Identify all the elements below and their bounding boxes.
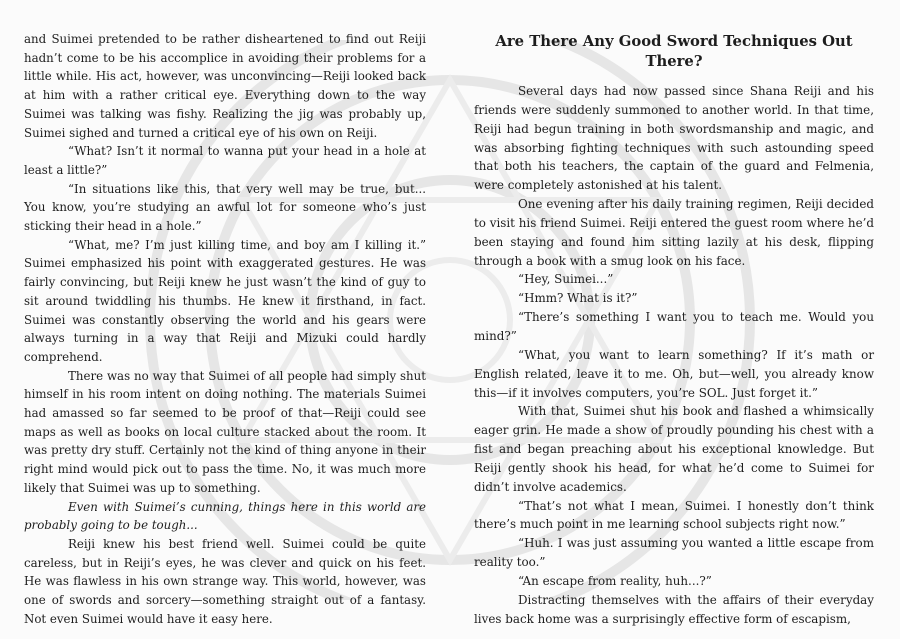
paragraph: Distracting themselves with the affairs of their everyday lives back home was a surprisingly effective form of escapism,	[474, 592, 874, 626]
paragraph: One evening after his daily training regimen, Reiji decided to visit his friend Suimei. Reiji entered the guest room where he’d been staying and found him sitting lazily at his desk, flipping through a book with a smug look on his face.	[474, 197, 874, 268]
paragraph: “What, you want to learn something? If it’s math or English related, leave it to me. Oh, but—well, you already know this—if it involves computers, you’re SOL. Just forget it.”	[474, 347, 874, 400]
paragraph: “In situations like this, that very well may be true, but... You know, you’re studying an awful lot for someone who’s just sticking their head in a hole.”	[24, 181, 426, 234]
paragraph: “What? Isn’t it normal to wanna put your head in a hole at least a little?”	[24, 144, 426, 177]
paragraph: “Hmm? What is it?”	[518, 291, 638, 306]
paragraph: “An escape from reality, huh...?”	[518, 573, 712, 588]
paragraph: “There’s something I want you to teach me. Would you mind?”	[474, 310, 874, 343]
paragraph: “Hey, Suimei...”	[518, 272, 614, 287]
paragraph: With that, Suimei shut his book and flashed a whimsically eager grin. He made a show of proudly pounding his chest with a fist and began preaching about his exceptional knowledge. But Reiji gently shook his head, for what he’d come to Suimei for didn’t involve academics.	[474, 404, 874, 494]
paragraph: “That’s not what I mean, Suimei. I honestly don’t think there’s much point in me learning school subjects right now.”	[474, 498, 874, 532]
right-page-text	[474, 32, 874, 628]
paragraph: There was no way that Suimei of all people had simply shut himself in his room intent on doing nothing. The materials Suimei had amassed so far seemed to be proof of that—Reiji could see maps as well as books on local culture stacked about the room. It was pretty dry stuff. Certainly not the kind of thing anyone in their right mind would pick out to pass the time. No, it was much more likely that Suimei was up to something.	[24, 368, 426, 495]
thought-paragraph: Even with Suimei’s cunning, things here in this world are probably going to be tough...	[24, 499, 426, 533]
paragraph: “Huh. I was just assuming you wanted a little escape from reality too.”	[474, 536, 874, 570]
paragraph: Several days had now passed since Shana Reiji and his friends were suddenly summoned to another world. In that time, Reiji had begun training in both swordsmanship and magic, and was absorbing fighting techniques with such astounding speed that both his teachers, the captain of the guard and Felmenia, were completely astonished at his talent.	[474, 84, 874, 193]
chapter-heading: Are There Any Good Sword Techniques Out There?	[495, 33, 853, 70]
left-page-text	[24, 30, 426, 629]
paragraph: Reiji knew his best friend well. Suimei could be quite careless, but in Reiji’s eyes, he was clever and quick on his feet. He was flawless in his own strange way. This world, however, was one of swords and sorcery—something straight out of a fantasy. Not even Suimei would have it easy here.	[24, 536, 426, 626]
paragraph: “What, me? I’m just killing time, and boy am I killing it.” Suimei emphasized his point with exaggerated gestures. He was fairly convincing, but Reiji knew he just wasn’t the kind of guy to sit around twiddling his thumbs. He knew it firsthand, in fact. Suimei was constantly observing the world and his gears were always turning in a way that Reiji and Mizuki could hardly comprehend.	[24, 237, 426, 364]
paragraph: and Suimei pretended to be rather disheartened to find out Reiji hadn’t come to be his accomplice in avoiding their problems for a little while. His act, however, was unconvincing—Reiji looked back at him with a rather critical eye. Everything down to the way Suimei was talking was fishy. Realizing the jig was probably up, Suimei sighed and turned a critical eye of his own on Reiji.	[24, 32, 426, 140]
